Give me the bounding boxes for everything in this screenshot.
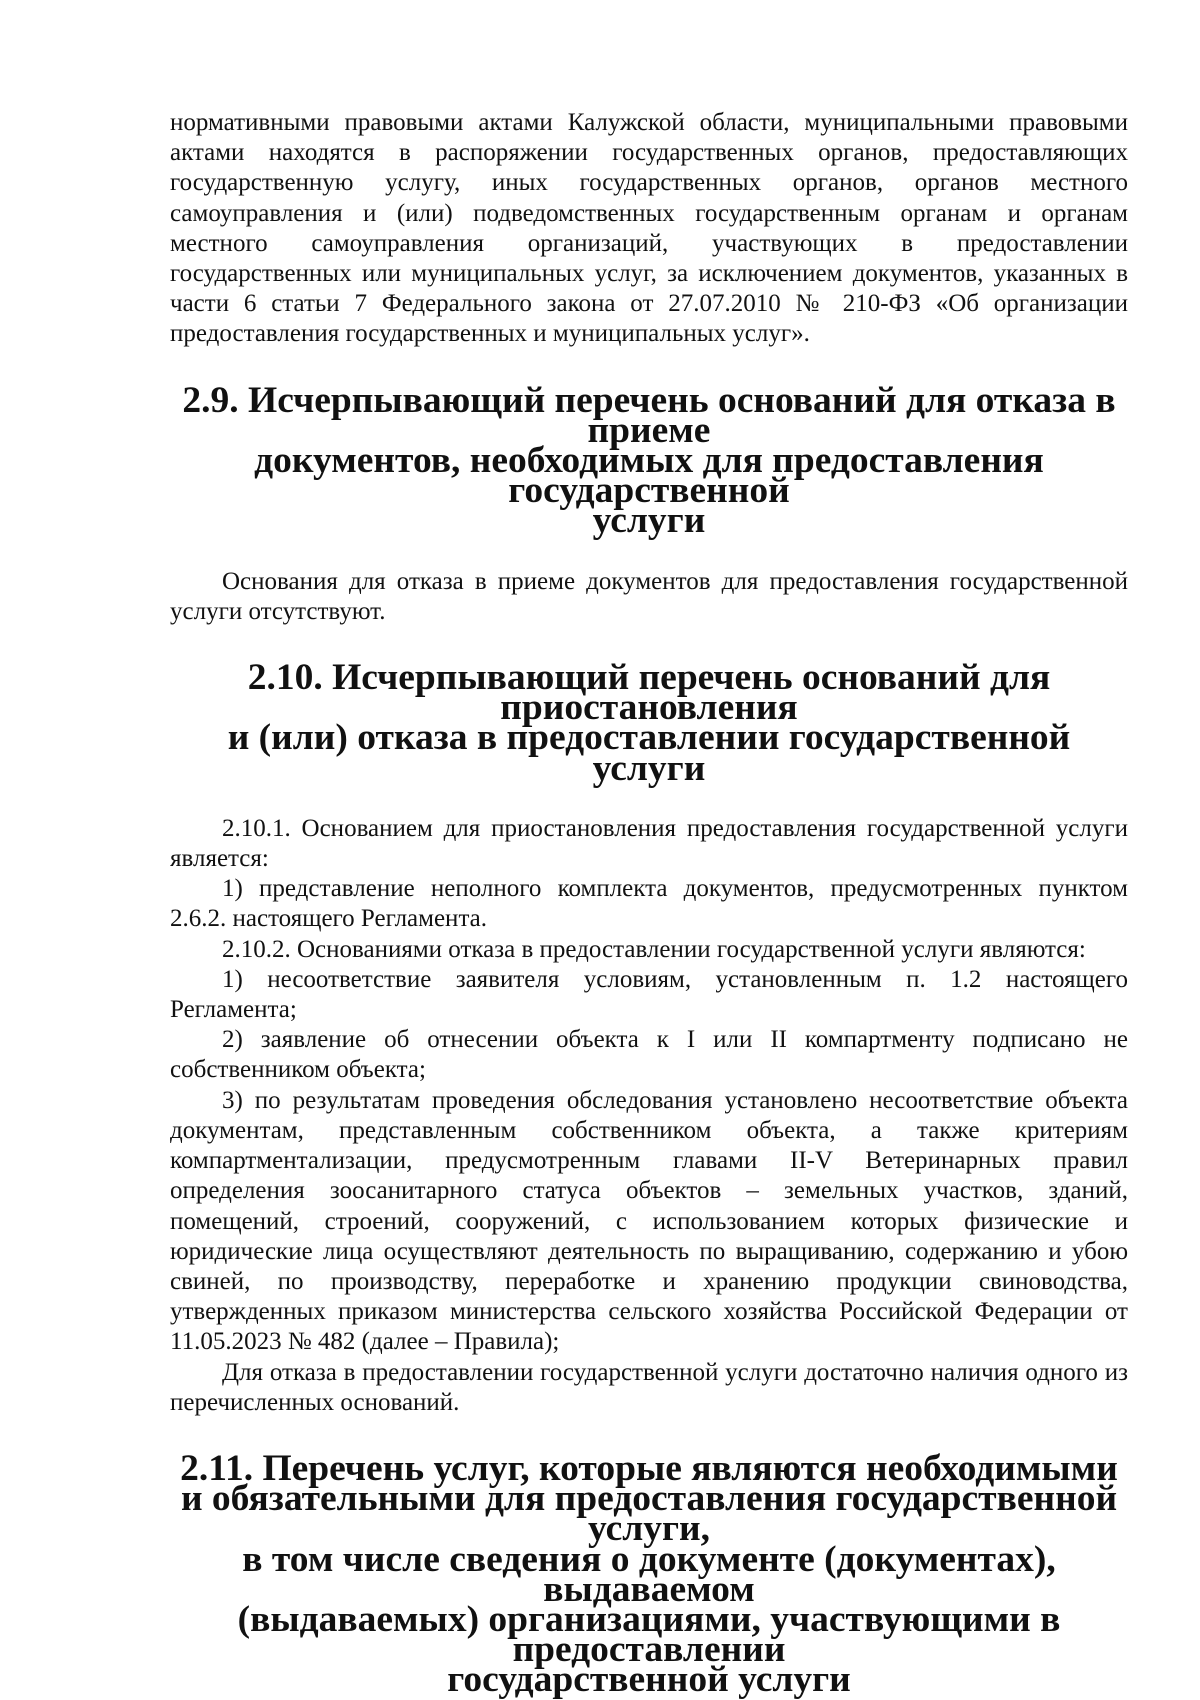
section-2-10-heading-line: 2.10. Исчерпывающий перечень оснований для приостановления	[247, 657, 1051, 729]
section-2-11-heading-line: (выдаваемых) организациями, участвующими в предоставлении	[237, 1598, 1061, 1671]
clause-2-10-2-item-2: 2) заявление об отнесении объекта к I или II компартменту подписано не собственником объекта;	[170, 1026, 1128, 1084]
section-2-11-heading-line: в том числе сведения о документе (документах), выдаваемом	[242, 1538, 1056, 1610]
section-2-9-heading-line: 2.9. Исчерпывающий перечень оснований для отказа в приеме	[182, 379, 1116, 451]
section-2-10-heading-line: и (или) отказа в предоставлении государственной услуги	[227, 717, 1071, 789]
section-2-11-heading-line: государственной услуги	[447, 1659, 851, 1700]
section-2-9-heading-line: услуги	[592, 500, 706, 542]
section-2-9-heading-line: документов, необходимых для предоставления государственной	[254, 440, 1044, 512]
clause-2-10-2-item-3: 3) по результатам проведения обследования установлено несоответствие объекта документам, представленным собственником объекта, а также критериям компартментализации, предусмотренным главами II-V Ветеринарных правил определения зоосанитарного статуса объектов – земельных участков, зданий, помещений, строений, сооружений, с использованием которых физические и юридические лица осуществляют деятельность по выращиванию, содержанию и убою свиней, по производству, переработке и хранению продукции свиноводства, утвержденных приказом министерства сельского хозяйства Российской Федерации от 11.05.2023 № 482 (далее – Правила);	[170, 1086, 1128, 1356]
clause-2-10-2-item-1: 1) несоответствие заявителя условиям, установленным п. 1.2 настоящего Регламента;	[170, 965, 1128, 1024]
clause-2-10-1: 2.10.1. Основанием для приостановления предоставления государственной услуги является:	[170, 814, 1128, 873]
section-2-11-heading-line: и обязательными для предоставления государственной услуги,	[180, 1478, 1118, 1550]
spacer	[170, 537, 1128, 567]
document-page	[170, 108, 1128, 1700]
section-2-9-paragraph: Основания для отказа в приеме документов для предоставления государственной услуги отсутствуют.	[170, 567, 1128, 625]
clause-2-10-1-item-1: 1) представление неполного комплекта документов, предусмотренных пунктом 2.6.2. настоящего Регламента.	[170, 875, 1128, 933]
clause-2-10-2: 2.10.2. Основаниями отказа в предоставлении государственной услуги являются:	[222, 935, 1086, 963]
section-2-10-heading	[170, 657, 1128, 789]
section-2-11-heading	[170, 1447, 1128, 1700]
intro-paragraph: нормативными правовыми актами Калужской области, муниципальными правовыми актами находятся в распоряжении государственных органов, предоставляющих государственную услугу, иных государственных органов, органов местного самоуправления и (или) подведомственных государственным органам и органам местного самоуправления организаций, участвующих в предоставлении государственных или муниципальных услуг, за исключением документов, указанных в части 6 статьи 7 Федерального закона от 27.07.2010 № 210-ФЗ «Об организации предоставления государственных и муниципальных услуг».	[170, 109, 1128, 348]
section-2-10-closing: Для отказа в предоставлении государственной услуги достаточно наличия одного из перечисленных оснований.	[170, 1358, 1128, 1416]
section-2-11-heading-line: 2.11. Перечень услуг, которые являются необходимыми	[180, 1447, 1118, 1489]
section-2-9-heading	[170, 379, 1128, 542]
